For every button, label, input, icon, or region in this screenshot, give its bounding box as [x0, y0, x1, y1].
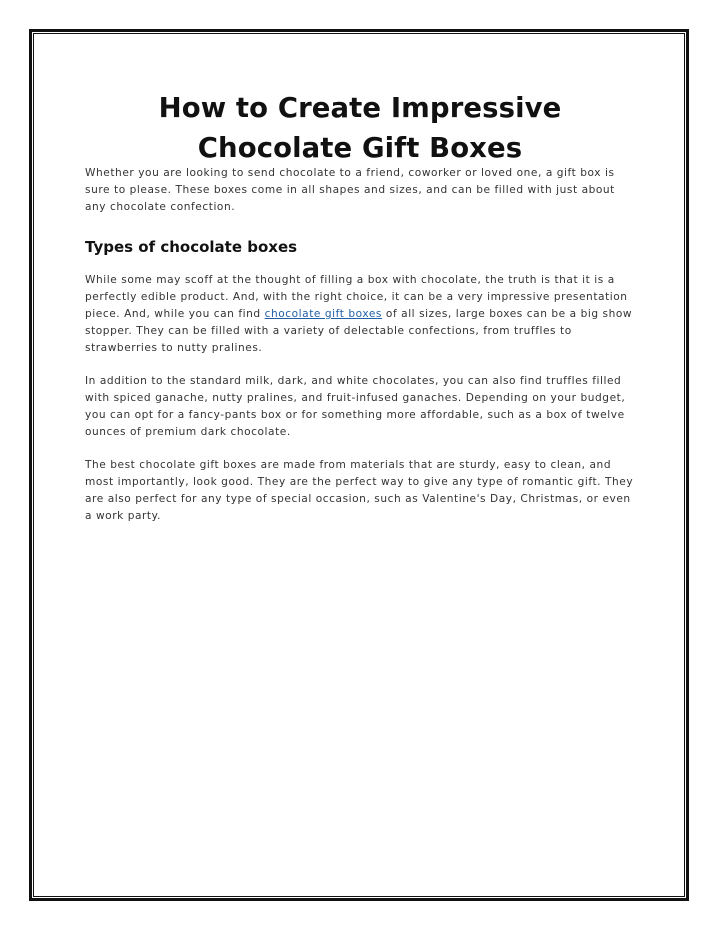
section-heading: Types of chocolate boxes	[85, 238, 298, 256]
paragraph-1-text-before: While some may scoff at the thought of filling a box with chocolate, the truth is that it is a perfectly edible product. And, with the right choice, it can be a very impressive presentation piece. And, while you can find	[85, 274, 628, 320]
document-title: How to Create Impressive Chocolate Gift Boxes	[158, 92, 562, 164]
paragraph-3: The best chocolate gift boxes are made from materials that are sturdy, easy to clean, and most importantly, look good. They are the perfect way to give any type of romantic gift. They are also perfect for any type of special occasion, such as Valentine's Day, Christmas, or even a work party.	[85, 459, 634, 522]
paragraph-1	[85, 272, 635, 357]
chocolate-gift-boxes-link[interactable]: chocolate gift boxes	[264, 308, 382, 320]
intro-paragraph: Whether you are looking to send chocolate to a friend, coworker or loved one, a gift box is sure to please. These boxes come in all shapes and sizes, and can be filled with just about any chocolate confection.	[85, 167, 615, 213]
paragraph-1-text-after: of all sizes, large boxes can be a big show stopper. They can be filled with a variety of delectable confections, from truffles to strawberries to nutty pralines.	[85, 308, 633, 354]
paragraph-2: In addition to the standard milk, dark, and white chocolates, you can also find truffles filled with spiced ganache, nutty pralines, and fruit-infused ganaches. Depending on your budget, you can opt for a fancy-pants box or for something more affordable, such as a box of twelve ounces of premium dark chocolate.	[85, 375, 626, 438]
document-body	[85, 88, 635, 525]
